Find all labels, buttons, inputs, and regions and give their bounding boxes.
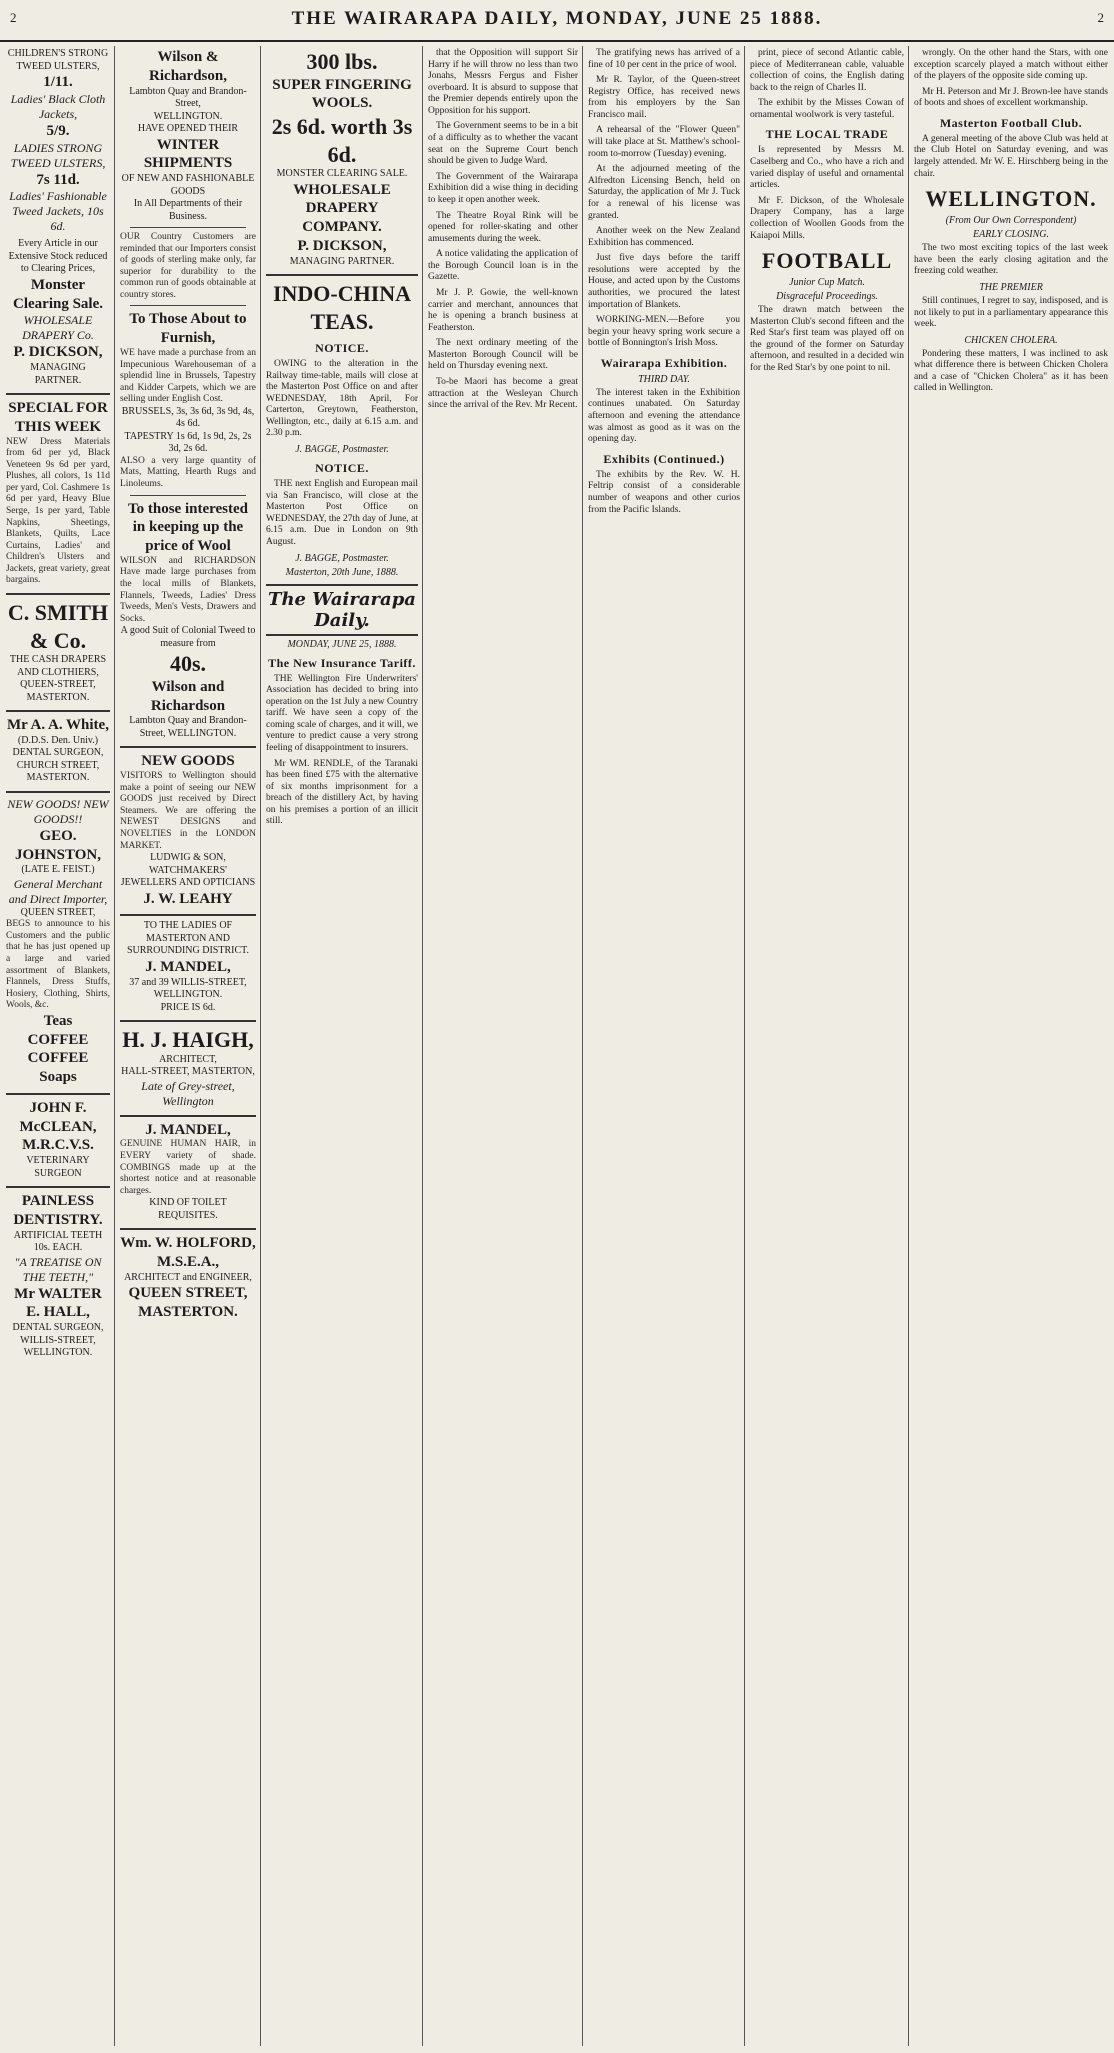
ad-headline: INDO-CHINA TEAS. [272,281,412,334]
ad-line: MANAGING PARTNER. [30,362,86,386]
ad-line: DENTAL SURGEON, [12,1322,104,1334]
article-body: A general meeting of the above Club was held at the Club Hotel on Saturday evening, and was largely attended. Mr W. E. Hirschberg being in the chair. [914,133,1108,179]
ad-body: BEGS to announce to his Customers and the public that he has just opened up a large and varied assortment of Blankets, Flannels, Dress Stuffs, Hosiery, Clothing, Shirts, Wools, &c. [6,919,110,1011]
ad-line: General Merchant and Direct Importer, [8,876,108,906]
paper-nameplate: The Wairarapa Daily. [266,584,418,636]
ad-smith [6,593,110,704]
ad-line: OF NEW AND FASHIONABLE GOODS [121,173,255,197]
article-body: A notice validating the application of the Borough Council loan is in the Gazette. [428,249,578,283]
ad-headline: WINTER SHIPMENTS [143,136,233,172]
ad-line: LUDWIG & SON, WATCHMAKERS' JEWELLERS AND OPTICIANS [120,852,256,889]
ad-body: WE have made a purchase from an Impecunious Warehouseman of a splendid line in Brussels, Tapestry and Kidder Carpets, which we are selling under English Cost. [120,347,256,405]
article-body: Mr WM. RENDLE, of the Taranaki has been fined £75 with the alternative of six months imprisonment for a breach of the distillery Act, by having on his premises a portion of an illicit still. [266,758,418,827]
article-heading: Masterton Football Club. [939,115,1083,130]
article-body: Is represented by Messrs M. Caselberg and Co., who have a rich and varied display of useful and ornamental articles. [750,145,904,191]
ad-clearing-sale [6,48,110,387]
ad-headline: Soaps [39,1069,77,1086]
masthead [0,0,1114,42]
ad-line: TO THE LADIES OF MASTERTON AND SURROUNDING DISTRICT. [126,920,250,957]
column-3 [262,48,422,2043]
ad-line: HALL-STREET, MASTERTON, [121,1066,255,1078]
ad-body: ALSO a very large quantity of Mats, Matting, Hearth Rugs and Linoleums. [120,455,256,490]
column-7 [910,48,1112,2043]
article-heading: FOOTBALL [761,248,893,274]
ad-line: QUEEN STREET, [20,906,96,918]
article-body: Pondering these matters, I was inclined to ask what difference there is between Chicken Cholera and a case of "Chicken Cholera" as it has been called in Wellington. [914,348,1108,394]
ad-line: MANAGING PARTNER. [289,255,395,267]
ad-price: 40s. [169,651,207,677]
ad-holford [120,1228,256,1322]
column-5 [584,48,744,2043]
article-heading: THE LOCAL TRADE [765,127,889,142]
ad-body: NEW Dress Materials from 6d per yd, Black Veneteen 9s 6d per yard, Plushes, all colors, 1s 11d per yard, Col. Cashmere 1s 6d per yard, Heavy Blue Serge, 1s per yard, Table Napkins, Sheetings, Blankets, Quilts, Lace Curtains, Ladies' and Children's Ulsters and Jackets, great variety, great bargains. [6,436,110,586]
paper-date: MONDAY, JUNE 25, 1888. [287,638,397,650]
ad-mandel-hair [120,1115,256,1223]
ad-body: OUR Country Customers are reminded that our Importers consist of goods of sterling make only, far superior for durability to the common run of goods obtainable at country stores. [120,232,256,300]
column-rule [114,46,115,2046]
article-heading: WELLINGTON. [925,186,1097,212]
notice-heading: NOTICE. [315,461,369,476]
ad-line: "A TREATISE ON THE TEETH," [14,1254,102,1284]
ad-johnston [6,791,110,1087]
ad-headline: P. DICKSON, [297,237,387,254]
ad-headline: Wilson and Richardson [150,678,226,714]
ad-body: VISITORS to Wellington should make a point of seeing our NEW GOODS just received by Direct Steamers. We are offering the NEWEST DESIGNS and NOVELTIES in the LONDON MARKET. [120,771,256,851]
ad-headline: COFFEE COFFEE [27,1031,89,1067]
ad-body: WILSON and RICHARDSON Have made large purchases from the local mills of Blankets, Flannels, Tweeds, Ladies' Dress Tweeds, Men's Vests, Drawers and Socks. [120,555,256,624]
ad-headline: Wilson & Richardson, [149,49,227,84]
ad-line: Ladies' Fashionable Tweed Jackets, 10s 6d. [9,189,107,234]
ad-line: BRUSSELS, 3s, 3s 6d, 3s 9d, 4s, 4s 6d. [121,405,255,430]
column-rule [744,46,745,2046]
ad-headline: WHOLESALE DRAPERY COMPANY. [293,181,391,235]
ad-headline: C. SMITH & Co. [7,600,109,653]
notice-body: THE next English and European mail via San Francisco, will close at the Masterton Post Office on WEDNESDAY, the 27th day of June, at 6.15 a.m. Due in London on 9th August. [266,479,418,547]
article-body: wrongly. On the other hand the Stars, with one exception scarcely played a match without either of the players of the opposite side coming up. [914,48,1108,82]
ad-price: 7s 11d. [36,171,80,188]
ad-headline: J. MANDEL, [145,958,231,975]
column-4 [424,48,582,2043]
notice-signature: J. BAGGE, Postmaster. [295,552,389,564]
column-rule [582,46,583,2046]
article-body: THE Wellington Fire Underwriters' Association has decided to bring into operation on the 1st July a new Country tariff. We have seen a copy of the coming scale of charges, and it will, we venture to predict cause a very strong feeling of disappointment to insurers. [266,673,418,753]
article-body: that the Opposition will support Sir Harry if he will throw no less than two Jonahs, Messrs Fergus and Fisher overboard. It is absurd to suppose that the Premier depends entirely upon the Opposition for his support. [428,48,578,116]
ad-line: THE CASH DRAPERS AND CLOTHIERS, QUEEN-STREET, MASTERTON. [9,654,107,703]
ad-line: Lambton Quay and Brandon-Street, [129,85,247,109]
article-body: The gratifying news has arrived of a fine of 10 per cent in the price of wool. [588,48,740,70]
ad-headline: JOHN F. McCLEAN, M.R.C.V.S. [19,1099,97,1154]
ad-line: VETERINARY SURGEON [26,1155,90,1179]
column-rule [422,46,423,2046]
ad-headline: NEW GOODS [141,753,235,770]
ad-line: Ladies' Black Cloth Jackets, [10,91,106,121]
ad-price: 5/9. [46,122,70,139]
ad-line: 37 and 39 WILLIS-STREET, WELLINGTON. [129,976,247,1001]
ad-headline: To those interested in keeping up the price of Wool [128,500,248,555]
ad-line: In All Departments of their Business. [133,198,243,222]
ad-headline: GEO. JOHNSTON, [15,827,101,863]
ad-hall-dentist [6,1186,110,1360]
article-body: The Government of the Wairarapa Exhibition did a wise thing in deciding to keep it open another week. [428,171,578,205]
ad-mandel [120,914,256,1014]
ad-line: ARTIFICIAL TEETH 10s. EACH. [13,1229,103,1254]
article-body: The next ordinary meeting of the Masterton Borough Council will be held on Thursday evening next. [428,338,578,372]
ad-headline: Wm. W. HOLFORD, M.S.E.A., [120,1235,256,1270]
article-body: The interest taken in the Exhibition continues unabated. On Saturday afternoon and evening the attendance was almost as good as it was on the opening day. [588,387,740,445]
ad-white-dentist [6,710,110,785]
ad-line: (D.D.S. Den. Univ.) [17,734,99,746]
ad-line: WHOLESALE DRAPERY Co. [22,313,94,343]
article-body: To-be Maori has become a great attraction at the Wesleyan Church since the arrival of the Rev. Mr Recent. [428,377,578,411]
article-subheading: THE PREMIER [979,281,1043,293]
notice-date: Masterton, 20th June, 1888. [285,566,399,578]
ad-line: A good Suit of Colonial Tweed to measure from [120,625,256,649]
article-body: Mr H. Peterson and Mr J. Brown-lee have stands of boots and shoes of excellent workmanship. [914,86,1108,109]
ad-price: 2s 6d. worth 3s 6d. [271,114,413,167]
ad-line: Lambton Quay and Brandon-Street, WELLINGTON. [129,715,247,739]
page-number-right: 2 [1097,10,1104,25]
article-body: Still continues, I regret to say, indisposed, and is not likely to put in a parliamentary appearance this week. [914,295,1108,330]
ad-special-week [6,393,110,587]
column-6 [746,48,908,2043]
ad-mcclean [6,1093,110,1180]
article-body: Mr R. Taylor, of the Queen-street Registry Office, has received news from his employers by the San Francisco mail. [588,75,740,120]
ad-headline: J. MANDEL, [145,1121,231,1138]
article-body: The Theatre Royal Rink will be opened for roller-skating and other amusements during the week. [428,210,578,244]
ad-line: KIND OF TOILET REQUISITES. [149,1197,227,1221]
article-heading: Wairarapa Exhibition. [600,355,728,370]
ad-headline: NEW GOODS! NEW GOODS!! [7,796,109,826]
ad-line: ARCHITECT, [159,1053,217,1065]
newspaper-title: THE WAIRARAPA DAILY, MONDAY, JUNE 25 1888. [291,8,823,29]
ad-headline: Mr WALTER E. HALL, [14,1285,102,1321]
ad-line: CHILDREN'S STRONG TWEED ULSTERS, [7,48,109,72]
notice-heading: NOTICE. [315,341,369,355]
ad-headline: Monster Clearing Sale. [13,276,103,312]
ad-line: HAVE OPENED THEIR [137,123,239,134]
ad-line: (LATE E. FEIST.) [21,864,95,876]
ad-haigh [120,1020,256,1109]
article-body: print, piece of second Atlantic cable, piece of Mediterranean cable, valuable collection of coins, the English dating back to the reign of Charles II. [750,48,904,93]
article-body: Mr J. P. Gowie, the well-known carrier and merchant, announces that he is opening a branch business at Featherston. [428,287,578,333]
ad-line: Late of Grey-street, Wellington [141,1078,235,1108]
column-rule [908,46,909,2046]
article-heading: The New Insurance Tariff. [268,655,416,670]
ad-line: ARCHITECT and ENGINEER, [124,1271,252,1283]
ad-line: TAPESTRY 1s 6d, 1s 9d, 2s, 2s 3d, 2s 6d. [124,430,252,455]
ad-headline: Teas [43,1012,73,1029]
ad-line: DENTAL SURGEON, [12,747,104,759]
ad-headline: SUPER FINGERING WOOLS. [272,76,412,112]
ad-line: LADIES STRONG TWEED ULSTERS, [10,140,106,170]
article-subheading: THIRD DAY. [638,373,690,385]
article-body: At the adjourned meeting of the Alfredton Licensing Bench, held on Saturday, the application of Mr J. Tuck for a renewal of his license was granted. [588,164,740,221]
article-subheading: Disgraceful Proceedings. [776,291,878,303]
article-body: Another week on the New Zealand Exhibition has commenced. [588,226,740,248]
notice-signature: J. BAGGE, Postmaster. [295,444,389,456]
page-number-left: 2 [10,10,17,25]
column-1 [2,48,114,2043]
ad-line: Every Article in our Extensive Stock reduced to Clearing Prices, [8,238,108,275]
article-body: Mr F. Dickson, of the Wholesale Drapery Company, has a large collection of Woollen Goods from the Kaiapoi Mills. [750,195,904,241]
ad-new-goods [120,746,256,908]
ad-line: MONSTER CLEARING SALE. [276,168,408,179]
article-subheading: EARLY CLOSING. [973,229,1049,241]
notice-body: OWING to the alteration in the Railway time-table, mails will close at the Masterton Post Office on and after WEDNESDAY, 18th April, For Carterton, Greytown, Featherston, Wellington, etc., daily at 6.15 a.m. and 2.30 p.m. [266,359,418,439]
ad-headline: PAINLESS DENTISTRY. [13,1193,103,1228]
ad-body: GENUINE HUMAN HAIR, in EVERY variety of shade. COMBINGS made up at the shortest notice and at reasonable charges. [120,1139,256,1196]
ad-headline: Mr A. A. White, [7,717,109,734]
article-body: WORKING-MEN.—Before you begin your heavy spring work secure a bottle of Bonnington's Irish Moss. [588,315,740,349]
ad-line: PRICE IS 6d. [160,1001,216,1013]
article-body: The drawn match between the Masterton Club's second fifteen and the Red Star's first team was played off on the ground of the former on Saturday afternoon, and resulted in a decided win for the Red Star's by one point to nil. [750,305,904,373]
ad-line: CHURCH STREET, MASTERTON. [16,759,100,784]
ad-headline: 300 lbs. [306,49,378,74]
article-body: The Government seems to be in a bit of a difficulty as to whether the vacant seat on the Supreme Court bench should be given to Judge Ward. [428,121,578,167]
ad-wools [266,48,418,268]
column-rule [260,46,261,2046]
article-body: The exhibit by the Misses Cowan of ornamental woolwork is very tasteful. [750,98,904,120]
article-body: Just five days before the tariff resolutions were accepted by the House, and acted upon by the Customs authorities, we procured the latest importation of Blankets. [588,253,740,310]
article-subheading: Junior Cup Match. [789,277,865,289]
ad-headline: J. W. LEAHY [143,890,233,907]
ad-headline: SPECIAL FOR THIS WEEK [8,400,108,435]
article-heading: Exhibits (Continued.) [603,451,725,466]
ad-headline: QUEEN STREET, MASTERTON. [128,1285,248,1320]
article-subheading: (From Our Own Correspondent) [945,215,1077,227]
ad-indo-china-teas [266,274,418,335]
ad-line: WILLIS-STREET, WELLINGTON. [20,1334,96,1359]
ad-headline: H. J. HAIGH, [122,1027,254,1053]
ad-headline: To Those About to Furnish, [129,311,247,347]
ad-line: WELLINGTON. [153,110,223,122]
article-body: A rehearsal of the "Flower Queen" will take place at St. Matthew's school-room to-morrow (Tuesday) evening. [588,125,740,159]
ad-price: 1/11. [43,74,73,90]
article-subheading: CHICKEN CHOLERA. [964,334,1058,346]
article-body: The two most exciting topics of the last week have been the early closing agitation and the freezing cold weather. [914,243,1108,277]
column-2 [116,48,260,2043]
article-body: The exhibits by the Rev. W. H. Feltrip consist of a considerable number of weapons and other curios from the Pacific Islands. [588,469,740,515]
ad-headline: P. DICKSON, [13,344,103,361]
ad-wilson-richardson [120,48,256,740]
